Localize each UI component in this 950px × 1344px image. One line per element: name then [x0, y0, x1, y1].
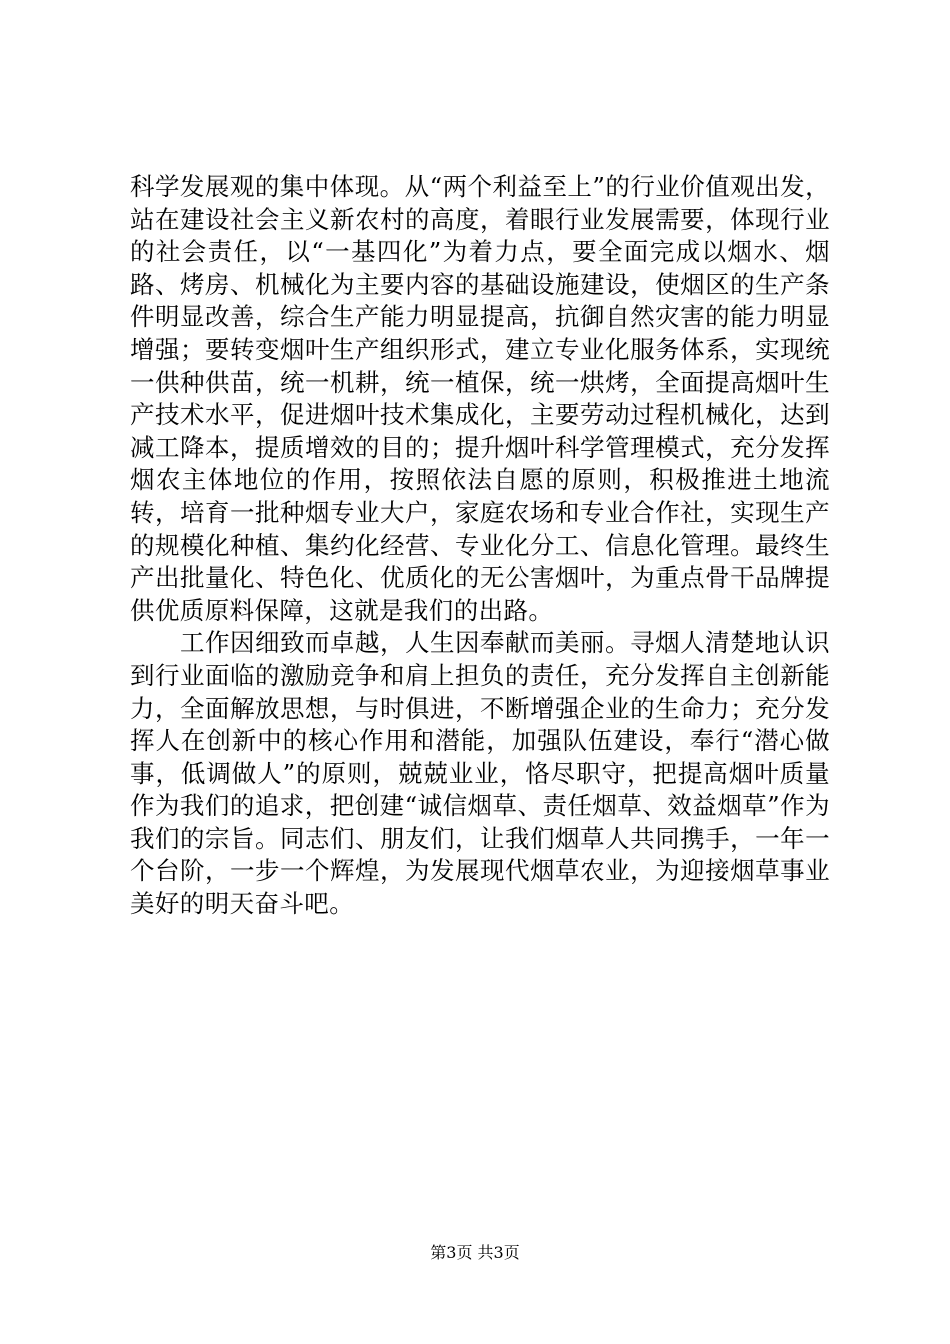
body-paragraph-1: 科学发展观的集中体现。从“两个利益至上”的行业价值观出发，站在建设社会主义新农村的高度，着眼行业发展需要，体现行业的社会责任，以“一基四化”为着力点，要全面完成以烟水、烟路、烤房、机械化为主要内容的基础设施建设，使烟区的生产条件明显改善，综合生产能力明显提高，抗御自然灾害的能力明显增强；要转变烟叶生产组织形式，建立专业化服务体系，实现统一供种供苗，统一机耕，统一植保，统一烘烤，全面提高烟叶生产技术水平，促进烟叶技术集成化，主要劳动过程机械化，达到减工降本，提质增效的目的；提升烟叶科学管理模式，充分发挥烟农主体地位的作用，按照依法自愿的原则，积极推进土地流转，培育一批种烟专业大户，家庭农场和专业合作社，实现生产的规模化种植、集约化经营、专业化分工、信息化管理。最终生产出批量化、特色化、优质化的无公害烟叶，为重点骨干品牌提供优质原料保障，这就是我们的出路。 [130, 172, 830, 625]
body-paragraph-2: 工作因细致而卓越，人生因奉献而美丽。寻烟人清楚地认识到行业面临的激励竞争和肩上担负的责任，充分发挥自主创新能力，全面解放思想，与时俱进，不断增强企业的生命力；充分发挥人在创新中的核心作用和潜能，加强队伍建设，奉行“潜心做事，低调做人”的原则，兢兢业业，恪尽职守，把提高烟叶质量作为我们的追求，把创建“诚信烟草、责任烟草、效益烟草”作为我们的宗旨。同志们、朋友们，让我们烟草人共同携手，一年一个台阶，一步一个辉煌，为发展现代烟草农业，为迎接烟草事业美好的明天奋斗吧。 [130, 628, 830, 919]
page-number-footer: 第3页 共3页 [430, 1243, 520, 1262]
document-body [130, 171, 830, 921]
